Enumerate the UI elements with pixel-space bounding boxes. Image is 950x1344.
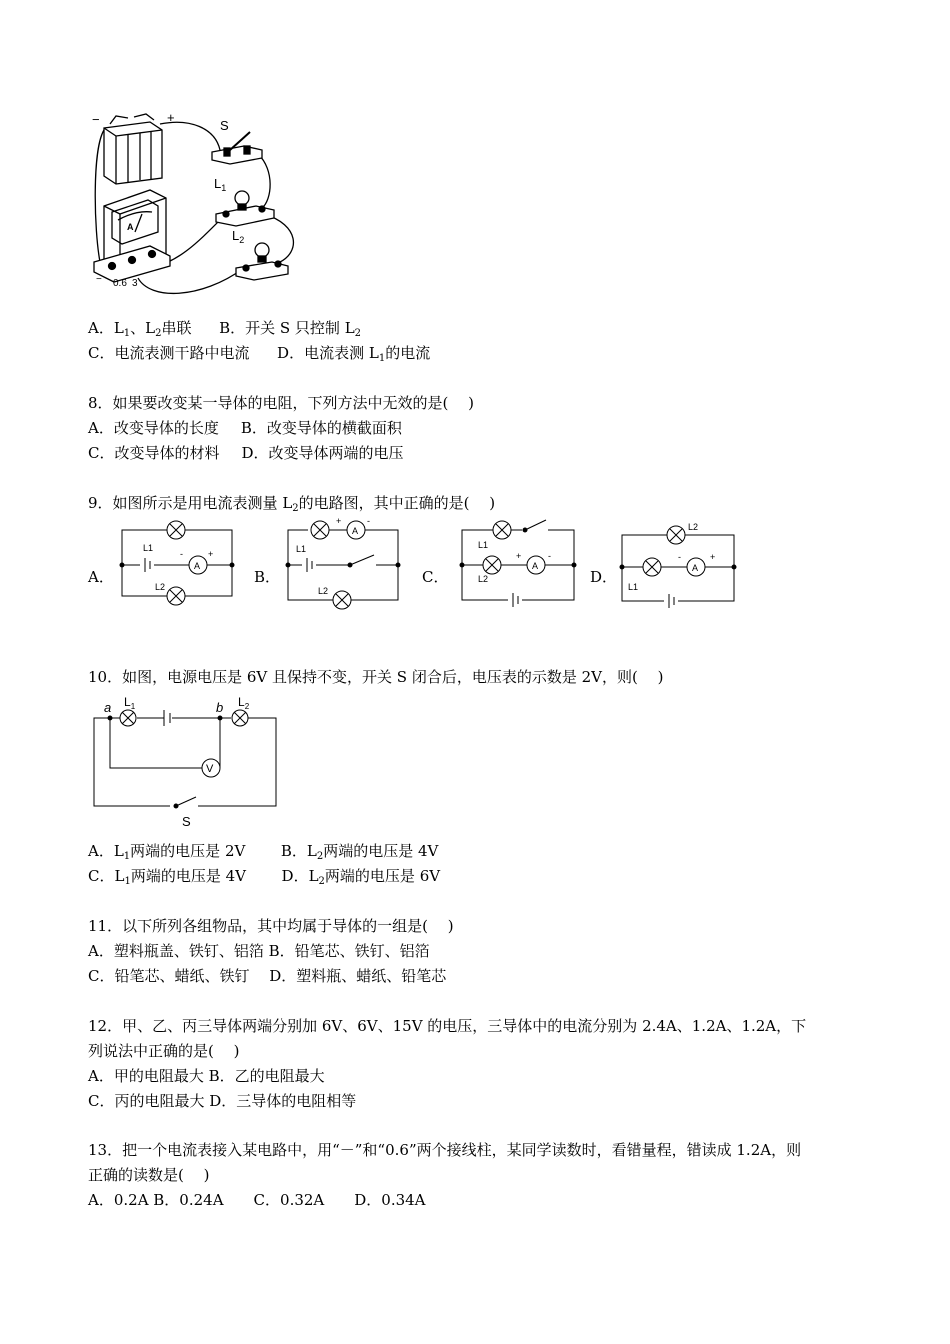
q9-stem: 9．如图所示是用电流表测量 $L_2$的电路图，其中正确的是( ) xyxy=(88,494,496,514)
fig7-terminal-minus: − xyxy=(96,274,102,285)
q12-stem-line2: 列说法中正确的是( ) xyxy=(88,1042,240,1060)
fig7-minus-label: − xyxy=(92,112,100,127)
q9d-minus-label: - xyxy=(678,552,681,562)
q12-options-row2: C．丙的电阻最大 D．三导体的电阻相等 xyxy=(88,1092,357,1110)
q9d-l2-label: L2 xyxy=(688,522,699,532)
q9-option-c-label: C． xyxy=(422,568,449,586)
q9b-ammeter-label: A xyxy=(352,526,359,536)
q7-options-row1: A．$L_1$、$L_2$串联 B．开关 S 只控制 $L_2$ xyxy=(88,319,362,339)
q9a-minus-label: - xyxy=(180,549,183,559)
q10-point-a: a xyxy=(104,700,112,715)
q9c-minus-label: - xyxy=(548,551,551,561)
q8-options-row2: C．改变导体的材料 D．改变导体两端的电压 xyxy=(88,444,404,462)
q9b-l2-label: L2 xyxy=(318,586,329,596)
q10-voltmeter-label: V xyxy=(206,763,214,775)
fig7-l2-label: $L_2$ xyxy=(232,228,245,245)
q9d-l1-label: L1 xyxy=(628,582,639,592)
q10-l1-label: $L_1$ xyxy=(124,695,136,711)
q9a-plus-label: + xyxy=(208,549,214,559)
q7-options-row2: C．电流表测干路中电流 D．电流表测 $L_1$的电流 xyxy=(88,344,431,364)
q9a-l1-label: L1 xyxy=(143,543,154,553)
q11-options-row1: A．塑料瓶盖、铁钉、铝箔 B．铅笔芯、铁钉、铝箔 xyxy=(88,942,430,960)
q10-l2-label: $L_2$ xyxy=(238,695,250,711)
q10-options-row2: C．$L_1$两端的电压是 4V D．$L_2$两端的电压是 6V xyxy=(88,867,441,887)
q9a-l2-label: L2 xyxy=(155,582,166,592)
q11-options-row2: C．铅笔芯、蜡纸、铁钉 D．塑料瓶、蜡纸、铅笔芯 xyxy=(88,967,447,985)
fig7-plus-label: + xyxy=(167,110,175,125)
q9c-ammeter-label: A xyxy=(532,561,539,571)
q9b-minus-label: - xyxy=(367,516,370,526)
q12-stem-line1: 12．甲、乙、丙三导体两端分别加 6V、6V、15V 的电压，三导体中的电流分别为 2.4A、1.2A、1.2A，下 xyxy=(88,1017,807,1035)
q9-option-d-label: D． xyxy=(590,568,618,586)
q9-option-a-label: A． xyxy=(88,568,114,586)
q10-stem: 10．如图，电源电压是 6V 且保持不变，开关 S 闭合后，电压表的示数是 2V，则( ) xyxy=(88,668,664,686)
q9c-l1-label: L1 xyxy=(478,540,489,550)
q12-options-row1: A．甲的电阻最大 B．乙的电阻最大 xyxy=(88,1067,325,1085)
fig7-switch-label: S xyxy=(220,118,229,133)
q9b-plus-label: + xyxy=(336,516,342,526)
fig7-scale-06: 0.6 xyxy=(113,278,127,289)
q13-stem-line2: 正确的读数是( ) xyxy=(88,1166,210,1184)
fig7-scale-3: 3 xyxy=(132,278,138,289)
q9c-plus-label: + xyxy=(516,551,522,561)
q10-point-b: b xyxy=(216,700,224,715)
q9d-ammeter-label: A xyxy=(692,563,699,573)
q10-switch-label: S xyxy=(182,814,191,829)
q11-stem: 11．以下所列各组物品，其中均属于导体的一组是( ) xyxy=(88,917,454,935)
q13-options: A．0.2A B．0.24A C．0.32A D．0.34A xyxy=(88,1191,426,1209)
fig7-ammeter-label: A xyxy=(127,222,134,232)
q9b-l1-label: L1 xyxy=(296,544,307,554)
q8-options-row1: A．改变导体的长度 B．改变导体的横截面积 xyxy=(88,419,402,437)
q9c-l2-label: L2 xyxy=(478,574,489,584)
q8-stem: 8．如果要改变某一导体的电阻，下列方法中无效的是( ) xyxy=(88,394,475,412)
q13-stem-line1: 13．把一个电流表接入某电路中，用“－”和“0.6”两个接线柱，某同学读数时，看错量程，错读成 1.2A，则 xyxy=(88,1141,802,1159)
q9a-ammeter-label: A xyxy=(194,561,201,571)
q9-option-b-label: B． xyxy=(254,568,281,586)
q10-options-row1: A．$L_1$两端的电压是 2V B．$L_2$两端的电压是 4V xyxy=(88,842,439,862)
q9d-plus-label: + xyxy=(710,552,716,562)
fig7-l1-label: $L_1$ xyxy=(214,176,227,193)
